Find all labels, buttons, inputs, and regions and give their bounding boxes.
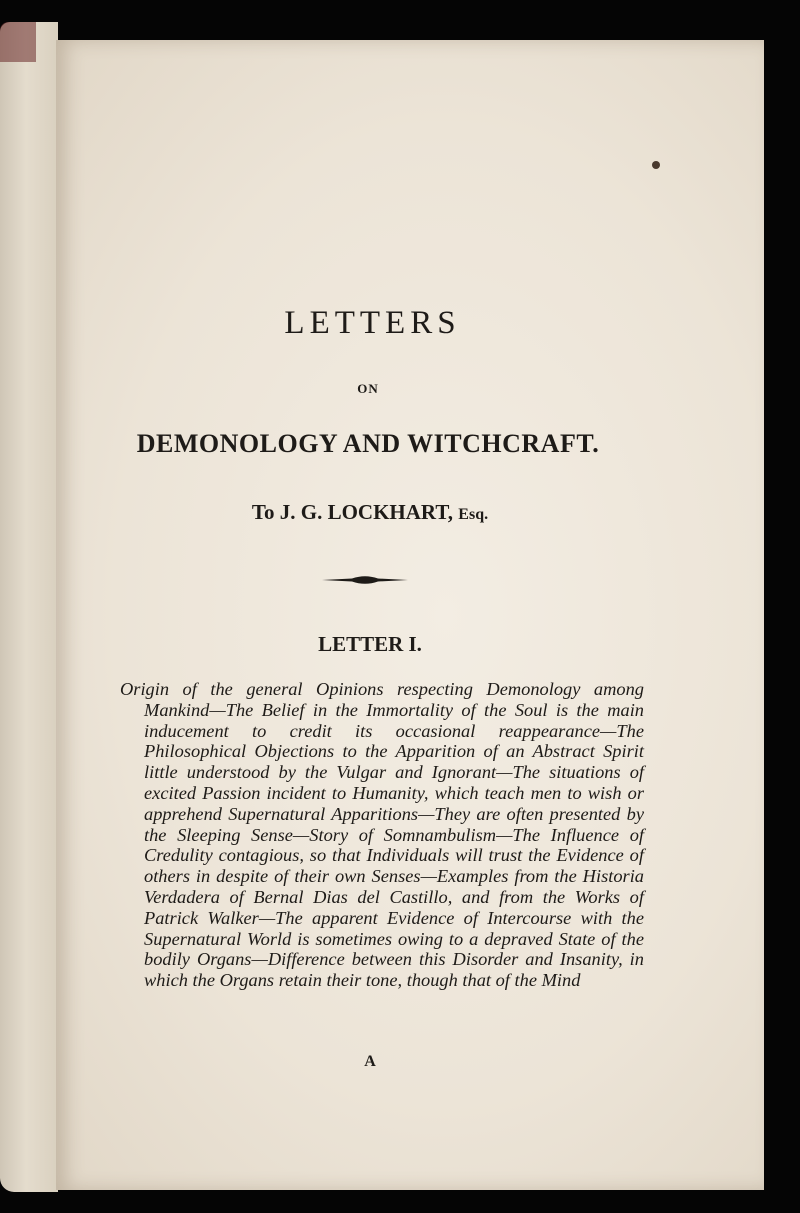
page-title: LETTERS bbox=[284, 305, 461, 341]
dedication-honorific: Esq. bbox=[458, 506, 489, 523]
foxing-spot bbox=[652, 161, 660, 169]
book-page bbox=[56, 40, 764, 1190]
page-subtitle: DEMONOLOGY AND WITCHCRAFT. bbox=[136, 429, 600, 458]
letter-heading: LETTER I. bbox=[318, 632, 422, 656]
dedication bbox=[0, 500, 740, 525]
signature-mark: A bbox=[364, 1053, 376, 1070]
title-connector: ON bbox=[357, 381, 379, 396]
ornament-rule-icon bbox=[322, 573, 408, 587]
letter-summary: Origin of the general Opinions respecting Demonology among Mankind—The Belief in the Immortality of the Soul is the main inducement to credit its occasional reappearance—The Philosophical Objections to the Apparition of an Abstract Spirit little understood by the Vulgar and Ignorant—The situations of excited Passion incident to Humanity, which teach men to wish or apprehend Supernatural Apparitions—They are often presented by the Sleeping Sense—Story of Somnambulism—The Influence of Credulity contagious, so that Individuals will trust the Evidence of others in despite of their own Senses—Examples from the Historia Verdadera of Bernal Dias del Castillo, and from the Works of Patrick Walker—The apparent Evidence of Intercourse with the Supernatural World is sometimes owing to a depraved State of the bodily Organs—Difference between this Disorder and Insanity, in which the Organs retain their tone, though that of the Mind bbox=[120, 679, 644, 991]
dedication-name: To J. G. LOCKHART, bbox=[251, 500, 454, 524]
binding-edge bbox=[0, 22, 36, 62]
facing-page-edge bbox=[0, 22, 58, 1192]
